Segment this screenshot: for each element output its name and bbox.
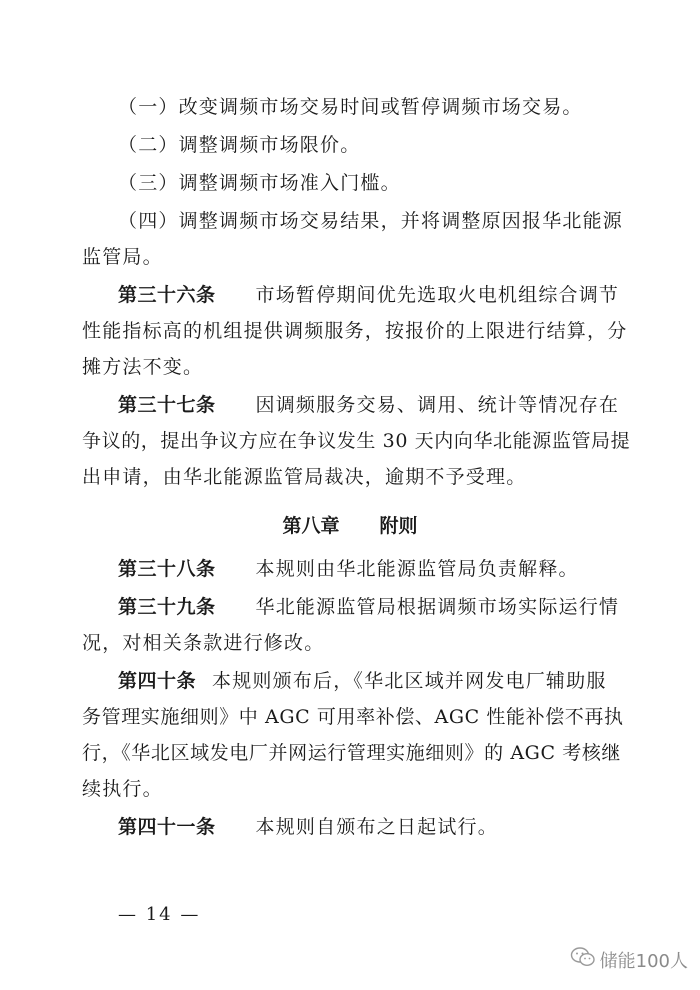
paragraph-item-4-line-1: （四）调整调频市场交易结果，并将调整原因报华北能源 bbox=[118, 210, 624, 232]
article-36-line-3: 摊方法不变。 bbox=[82, 356, 204, 378]
watermark bbox=[570, 946, 688, 973]
paragraph-item-1: （一）改变调频市场交易时间或暂停调频市场交易。 bbox=[118, 96, 583, 118]
article-40-title: 第四十条 bbox=[118, 670, 197, 692]
wechat-icon bbox=[570, 946, 596, 973]
article-37-line-1 bbox=[118, 391, 620, 419]
article-37-title: 第三十七条 bbox=[118, 394, 216, 416]
chapter-number: 第八章 bbox=[282, 515, 340, 537]
article-37-line-3: 出申请，由华北能源监管局裁决，逾期不予受理。 bbox=[82, 466, 527, 488]
article-40-line-3: 行，《华北区域发电厂并网运行管理实施细则》的 AGC 考核继 bbox=[82, 742, 622, 764]
article-37-line-2: 争议的，提出争议方应在争议发生 30 天内向华北能源监管局提 bbox=[82, 430, 631, 452]
paragraph-item-3: （三）调整调频市场准入门槛。 bbox=[118, 172, 401, 194]
article-40-line-4: 续执行。 bbox=[82, 778, 163, 800]
article-39-title: 第三十九条 bbox=[118, 596, 216, 618]
article-36-text: 市场暂停期间优先选取火电机组综合调节 bbox=[255, 284, 620, 306]
page-number: — 14 — bbox=[118, 904, 201, 925]
article-39-text: 华北能源监管局根据调频市场实际运行情 bbox=[255, 596, 620, 618]
article-39-line-2: 况，对相关条款进行修改。 bbox=[82, 632, 325, 654]
article-36-line-1 bbox=[118, 281, 620, 309]
article-38-line-1 bbox=[118, 555, 582, 583]
watermark-text: 储能100人 bbox=[599, 950, 688, 972]
chapter-heading bbox=[0, 512, 700, 540]
paragraph-item-4-line-2: 监管局。 bbox=[82, 246, 163, 268]
paragraph-item-2: （二）调整调频市场限价。 bbox=[118, 134, 361, 156]
article-38-title: 第三十八条 bbox=[118, 558, 216, 580]
article-40-line-1 bbox=[118, 667, 607, 695]
article-39-line-1 bbox=[118, 593, 620, 621]
chapter-name: 附则 bbox=[379, 515, 418, 537]
article-40-text: 本规则颁布后，《华北区域并网发电厂辅助服 bbox=[212, 670, 607, 692]
article-36-line-2: 性能指标高的机组提供调频服务，按报价的上限进行结算，分 bbox=[82, 320, 628, 342]
article-36-title: 第三十六条 bbox=[118, 284, 216, 306]
article-37-text: 因调频服务交易、调用、统计等情况存在 bbox=[255, 394, 620, 416]
article-41-title: 第四十一条 bbox=[118, 816, 216, 838]
article-40-line-2: 务管理实施细则》中 AGC 可用率补偿、AGC 性能补偿不再执 bbox=[82, 706, 624, 728]
article-41-line-1 bbox=[118, 813, 582, 841]
article-38-text: 本规则由华北能源监管局负责解释。 bbox=[255, 558, 579, 580]
article-41-text: 本规则自颁布之日起试行。 bbox=[255, 816, 498, 838]
